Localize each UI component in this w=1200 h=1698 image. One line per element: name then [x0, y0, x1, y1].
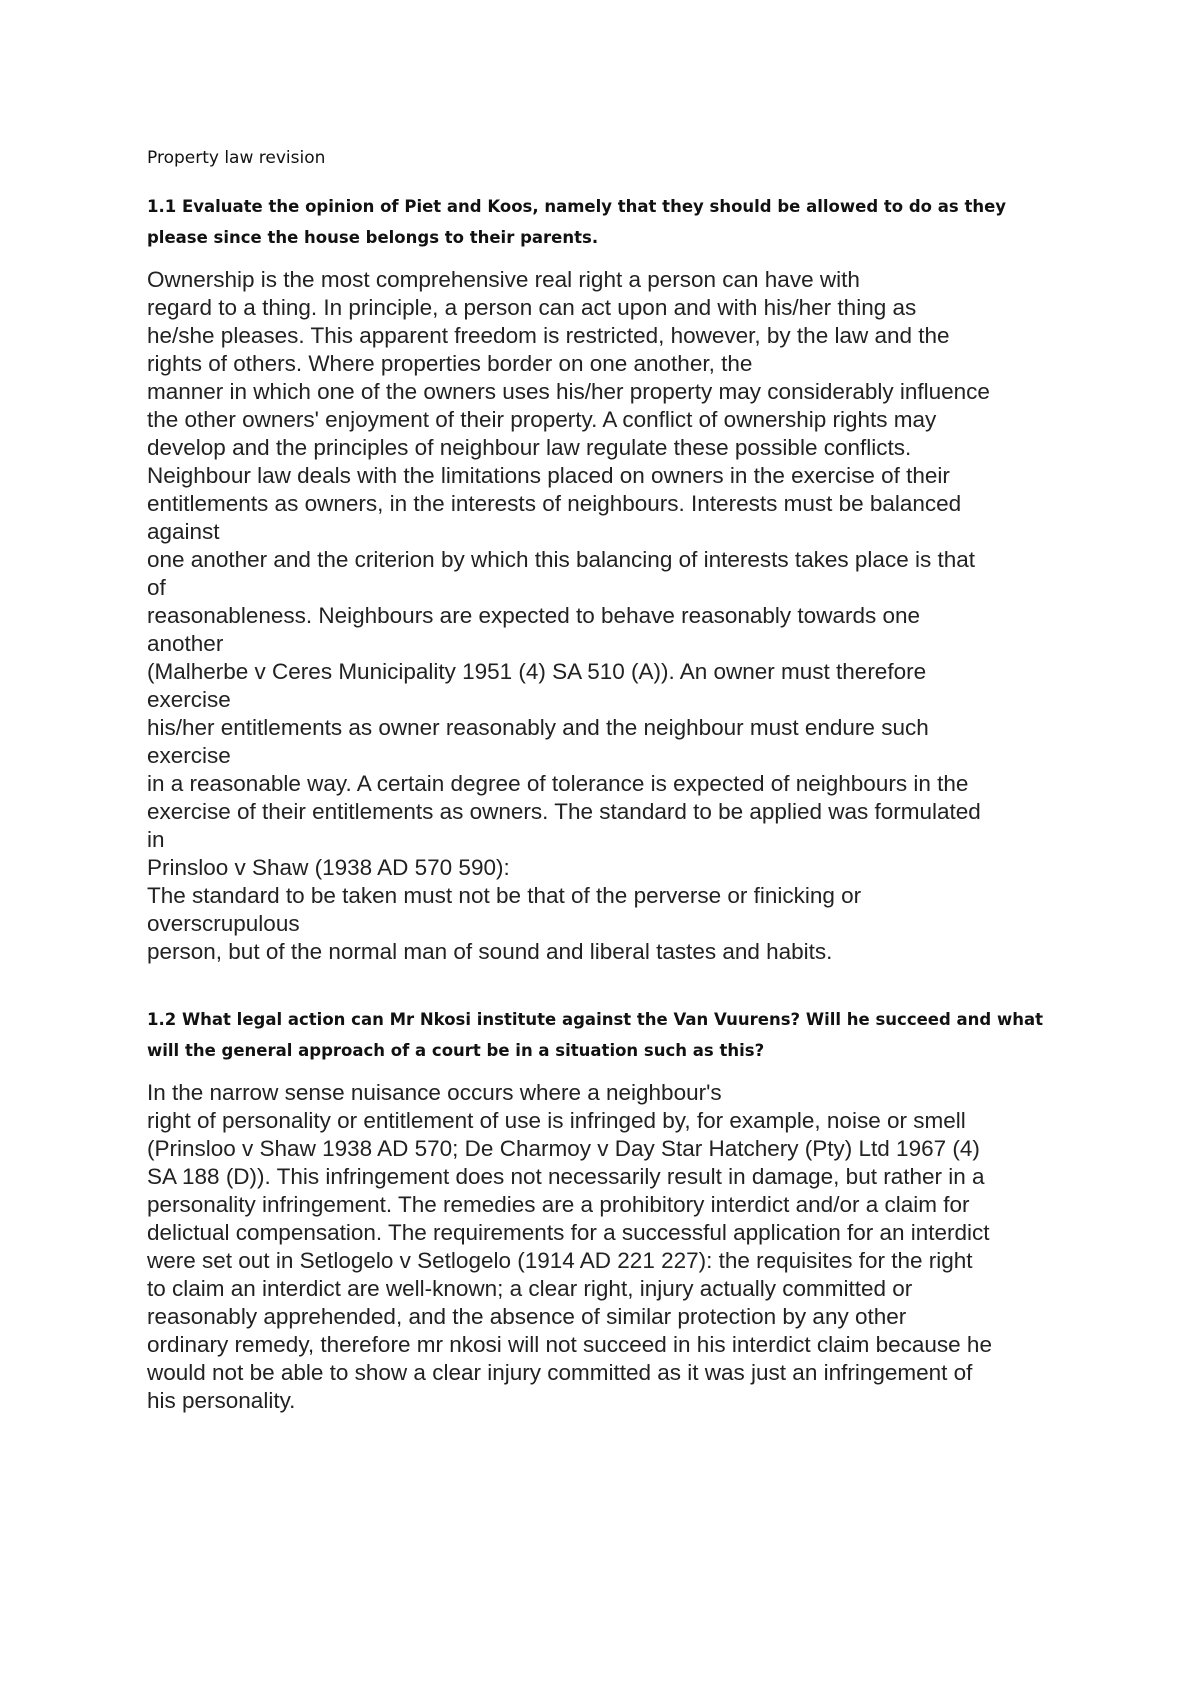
answer-line: Ownership is the most comprehensive real right a person can have with	[147, 267, 860, 292]
question-1-1: 1.1 Evaluate the opinion of Piet and Koos, namely that they should be allowed to do as they please since the house belongs to their parents.	[147, 197, 1007, 247]
document-title: Property law revision	[147, 148, 326, 168]
answer-line: Neighbour law deals with the limitations placed on owners in the exercise of their	[147, 463, 950, 488]
answer-line: overscrupulous	[147, 911, 300, 936]
answer-line: In the narrow sense nuisance occurs where a neighbour's	[147, 1080, 722, 1105]
answer-line: (Prinsloo v Shaw 1938 AD 570; De Charmoy v Day Star Hatchery (Pty) Ltd 1967 (4)	[147, 1136, 980, 1161]
answer-line: of	[147, 575, 166, 600]
answer-line: person, but of the normal man of sound and liberal tastes and habits.	[147, 939, 833, 964]
answer-line: reasonably apprehended, and the absence of similar protection by any other	[147, 1304, 907, 1329]
answer-line: were set out in Setlogelo v Setlogelo (1914 AD 221 227): the requisites for the right	[147, 1248, 973, 1273]
question-1-2: 1.2 What legal action can Mr Nkosi institute against the Van Vuurens? Will he succeed and what will the general approach of a court be in a situation such as this?	[147, 1010, 1043, 1060]
answer-line: exercise of their entitlements as owners. The standard to be applied was formulated	[147, 799, 981, 824]
answer-line: entitlements as owners, in the interests of neighbours. Interests must be balanced	[147, 491, 962, 516]
answer-line: another	[147, 631, 224, 656]
answer-line: his/her entitlements as owner reasonably and the neighbour must endure such	[147, 715, 929, 740]
answer-line: (Malherbe v Ceres Municipality 1951 (4) SA 510 (A)). An owner must therefore	[147, 659, 927, 684]
answer-line: personality infringement. The remedies are a prohibitory interdict and/or a claim for	[147, 1192, 970, 1217]
answer-line: Prinsloo v Shaw (1938 AD 570 590):	[147, 855, 510, 880]
answer-line: in a reasonable way. A certain degree of tolerance is expected of neighbours in the	[147, 771, 969, 796]
answer-line: manner in which one of the owners uses his/her property may considerably influence	[147, 379, 990, 404]
answer-line: right of personality or entitlement of use is infringed by, for example, noise or smell	[147, 1108, 966, 1133]
answer-line: exercise	[147, 687, 231, 712]
answer-line: to claim an interdict are well-known; a clear right, injury actually committed or	[147, 1276, 913, 1301]
answer-1-2	[147, 1079, 1077, 1415]
answer-line: exercise	[147, 743, 231, 768]
answer-line: regard to a thing. In principle, a person can act upon and with his/her thing as	[147, 295, 917, 320]
answer-line: develop and the principles of neighbour law regulate these possible conflicts.	[147, 435, 912, 460]
answer-1-1	[147, 266, 1077, 966]
answer-line: reasonableness. Neighbours are expected to behave reasonably towards one	[147, 603, 921, 628]
answer-line: against	[147, 519, 220, 544]
answer-line: rights of others. Where properties border on one another, the	[147, 351, 753, 376]
answer-line: one another and the criterion by which this balancing of interests takes place is that	[147, 547, 975, 572]
answer-line: he/she pleases. This apparent freedom is restricted, however, by the law and the	[147, 323, 950, 348]
answer-line: ordinary remedy, therefore mr nkosi will not succeed in his interdict claim because he	[147, 1332, 992, 1357]
answer-line: in	[147, 827, 165, 852]
answer-line: the other owners' enjoyment of their property. A conflict of ownership rights may	[147, 407, 937, 432]
answer-line: The standard to be taken must not be that of the perverse or finicking or	[147, 883, 862, 908]
answer-line: his personality.	[147, 1388, 296, 1413]
answer-line: delictual compensation. The requirements for a successful application for an interdict	[147, 1220, 990, 1245]
answer-line: SA 188 (D)). This infringement does not necessarily result in damage, but rather in a	[147, 1164, 985, 1189]
answer-line: would not be able to show a clear injury committed as it was just an infringement of	[147, 1360, 973, 1385]
